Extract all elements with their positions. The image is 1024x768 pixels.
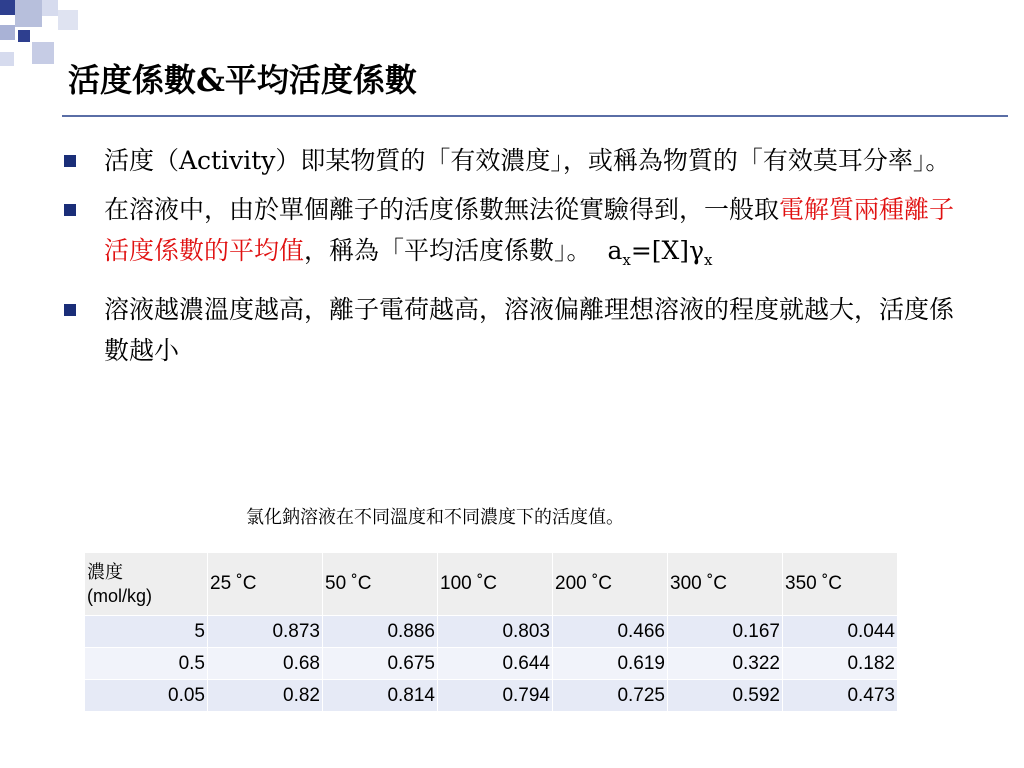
table-header-cell: 100 ˚C [438, 553, 553, 616]
title-underline [62, 115, 1008, 117]
square-bullet-icon [64, 155, 76, 167]
table-cell: 0.167 [668, 616, 783, 648]
table-header-cell: 200 ˚C [553, 553, 668, 616]
table-cell: 0.5 [85, 648, 208, 680]
table-cell: 0.644 [438, 648, 553, 680]
table-row [85, 648, 898, 680]
table-corner-header: 濃度 (mol/kg) [85, 553, 208, 616]
bullet-item-mean-activity [60, 189, 960, 281]
table-header-cell: 300 ˚C [668, 553, 783, 616]
square-bullet-icon [64, 204, 76, 216]
bullet-item-deviation [60, 289, 960, 371]
table-cell: 0.803 [438, 616, 553, 648]
square-bullet-icon [64, 304, 76, 316]
slide-title: 活度係數&平均活度係數 [68, 61, 417, 99]
table-header-row [85, 553, 898, 616]
corner-square-decoration [58, 10, 78, 30]
table-caption: 氯化鈉溶液在不同溫度和不同濃度下的活度值。 [246, 507, 624, 528]
corner-square-decoration [15, 0, 42, 27]
bullet-text: 活度（Activity）即某物質的「有效濃度」，或稱為物質的「有效莫耳分率」。 [104, 146, 951, 175]
table-cell: 0.794 [438, 680, 553, 712]
table-cell: 0.82 [208, 680, 323, 712]
table-header-cell: 50 ˚C [323, 553, 438, 616]
corner-square-decoration [0, 0, 15, 15]
table-cell: 0.473 [783, 680, 898, 712]
activity-table [84, 552, 898, 712]
bullet-text: ，稱為「平均活度係數」。 [304, 236, 592, 265]
table-header-cell: 25 ˚C [208, 553, 323, 616]
bullet-text: 在溶液中，由於單個離子的活度係數無法從實驗得到，一般取 [104, 195, 780, 224]
table-cell: 0.05 [85, 680, 208, 712]
table-cell: 0.466 [553, 616, 668, 648]
formula: $a_x=[X]\gamma_x$ [607, 236, 713, 269]
bullet-list [60, 140, 960, 379]
table-cell: 0.592 [668, 680, 783, 712]
corner-square-decoration [32, 42, 54, 64]
table-header-cell: 350 ˚C [783, 553, 898, 616]
table-cell: 0.725 [553, 680, 668, 712]
corner-square-decoration [42, 0, 58, 16]
bullet-item-activity [60, 140, 960, 181]
table-cell: 0.182 [783, 648, 898, 680]
table-cell: 0.322 [668, 648, 783, 680]
table-cell: 0.68 [208, 648, 323, 680]
bullet-text: 溶液越濃溫度越高，離子電荷越高，溶液偏離理想溶液的程度就越大，活度係數越小 [104, 295, 955, 365]
table-cell: 0.886 [323, 616, 438, 648]
table-cell: 0.044 [783, 616, 898, 648]
table-cell: 0.873 [208, 616, 323, 648]
table-cell: 0.675 [323, 648, 438, 680]
table-cell: 5 [85, 616, 208, 648]
table-cell: 0.619 [553, 648, 668, 680]
table-cell: 0.814 [323, 680, 438, 712]
corner-square-decoration [18, 30, 30, 42]
table-row [85, 616, 898, 648]
corner-square-decoration [0, 52, 14, 66]
table-row [85, 680, 898, 712]
corner-square-decoration [0, 25, 15, 40]
highlighted-text: 電解質兩種離子活度係數的平均值 [104, 195, 955, 265]
